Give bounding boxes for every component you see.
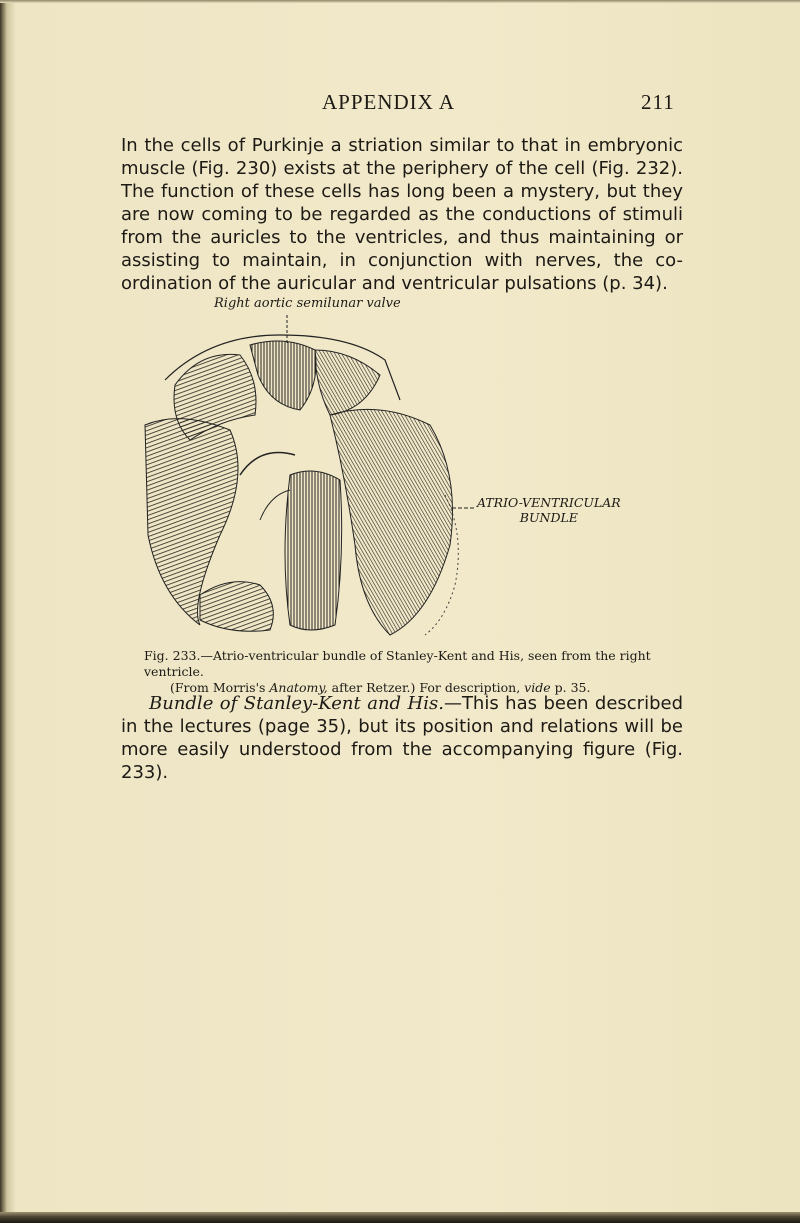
paragraph-bundle-heading: Bundle of Stanley-Kent and His. bbox=[149, 693, 444, 714]
paragraph-purkinje: In the cells of Purkinje a striation similar to that in embryonic muscle (Fig. 230) exists at the periphery of the cell (Fig. 232). The function of these cells has long been a mystery, but they are now coming to be regarded as the conductions of stimuli from the auricles to the ventricles, and thus maintaining or assisting to maintain, in conjunction with nerves, the co-ordination of the auricular and ventricular pulsations (p. 34). bbox=[121, 135, 683, 294]
page-number: 211 bbox=[641, 90, 675, 114]
caption-anatomy-italic: Anatomy, bbox=[269, 680, 328, 695]
caption-vide-italic: vide bbox=[524, 680, 551, 695]
septum-muscle bbox=[330, 409, 453, 635]
inner-fold-2 bbox=[260, 490, 290, 520]
page-top-edge bbox=[0, 0, 800, 3]
bundle-label-line2: BUNDLE bbox=[519, 510, 578, 525]
caption-line-2-pre: (From Morris's bbox=[170, 680, 270, 695]
figure-label-bundle bbox=[477, 495, 621, 525]
inner-fold bbox=[240, 453, 295, 476]
caption-line-2-post: p. 35. bbox=[550, 680, 591, 695]
page-bottom-edge bbox=[0, 1212, 800, 1223]
bundle-fibers bbox=[285, 471, 342, 630]
heart-illustration bbox=[140, 305, 480, 645]
caption-line-1: Fig. 233.—Atrio-ventricular bundle of Stanley-Kent and His, seen from the right ventricle. bbox=[144, 648, 651, 679]
figure-label-valve: Right aortic semilunar valve bbox=[214, 296, 401, 311]
bundle-label-line1: ATRIO-VENTRICULAR bbox=[477, 495, 621, 510]
running-title: APPENDIX A bbox=[322, 90, 456, 114]
caption-line-2-mid: after Retzer.) For description, bbox=[327, 680, 525, 695]
page-header bbox=[0, 90, 800, 120]
figure-caption bbox=[144, 648, 674, 696]
trabeculae bbox=[200, 582, 273, 632]
central-cusp bbox=[250, 341, 316, 410]
paragraph-bundle-text: —This has been described in the lectures (page 35), but its position and relations will be more easily understood from the accompanying figure (Fig. 233). bbox=[121, 693, 683, 783]
paragraph-bundle bbox=[121, 692, 683, 784]
right-cusp bbox=[315, 350, 380, 415]
